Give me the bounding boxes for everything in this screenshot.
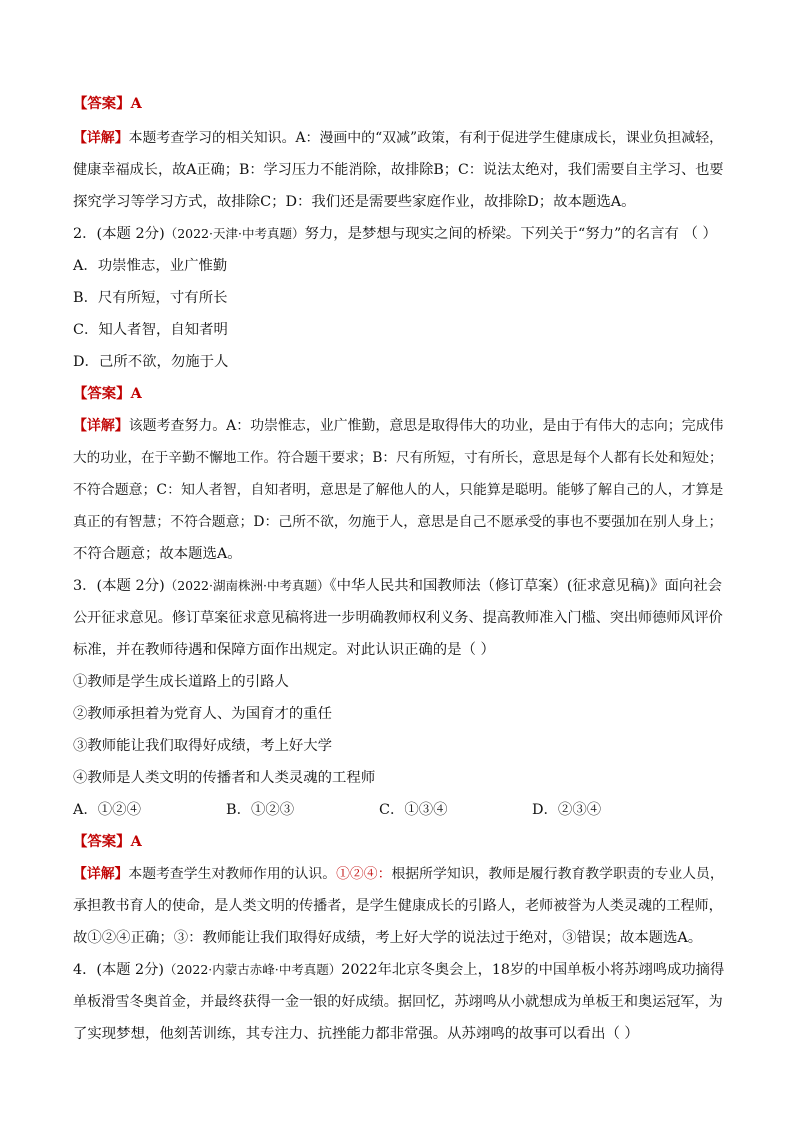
question-stem: 努力，是梦想与现实之间的桥梁。下列关于“努力”的名言有 （ ）	[304, 226, 717, 242]
answer-tag: 【答案】	[73, 385, 131, 402]
q3-detail-line-2: 承担教书育人的使命，是人类文明的传播者，是学生健康成长的引路人，老师被誉为人类灵魂的工程师，	[73, 898, 723, 914]
q1-detail-line-1	[73, 128, 723, 148]
detail-tag: 【详解】	[73, 866, 129, 882]
detail-text-rest: 根据所学知识，教师是履行教育教学职责的专业人员，	[391, 866, 724, 882]
q3-detail-line-1	[73, 864, 724, 884]
q3-option-c: C．①③④	[379, 802, 448, 818]
question-prefix: 2．(本题 2分)	[73, 226, 165, 242]
question-stem: 2022年北京冬奥会上，18岁的中国单板小将苏翊鸣成功摘得	[341, 962, 725, 978]
detail-highlight: ①②④：	[336, 866, 392, 882]
q3-stem-line-3: 标准，并在教师待遇和保障方面作出规定。对此认识正确的是（ ）	[73, 642, 495, 658]
q1-detail-line-3: 探究学习等学习方式，故排除C；D：我们还是需要些家庭作业，故排除D；故本题选A。	[73, 194, 636, 210]
q3-stem-line-1	[73, 576, 722, 596]
q3-statement-4: ④教师是人类文明的传播者和人类灵魂的工程师	[73, 770, 376, 786]
q2-option-b: B．尺有所短，寸有所长	[73, 290, 228, 306]
q2-detail-line-5: 不符合题意；故本题选A。	[73, 546, 242, 562]
detail-tag: 【详解】	[73, 418, 129, 434]
q3-option-b: B．①②③	[226, 802, 295, 818]
q2-option-a: A．功崇惟志，业广惟勤	[73, 258, 228, 274]
q2-option-c: C．知人者智，自知者明	[73, 322, 228, 338]
q3-stem-line-2: 公开征求意见。修订草案征求意见稿将进一步明确教师权利义务、提高教师准入门槛、突出师德师风评价	[73, 610, 723, 626]
q4-stem-line-2: 单板滑雪冬奥首金，并最终获得一金一银的好成绩。据回忆，苏翊鸣从小就想成为单板王和奥运冠军，为	[73, 994, 723, 1010]
detail-text: 该题考查努力。A：功崇惟志，业广惟勤，意思是取得伟大的功业，是由于有伟大的志向；完成伟	[128, 418, 724, 434]
answer-value: A	[130, 385, 142, 402]
q3-answer-line	[73, 832, 142, 852]
question-source: （2022·内蒙古赤峰·中考真题）	[163, 962, 342, 977]
q3-option-a: A．①②④	[73, 802, 141, 818]
q2-answer-line	[73, 384, 142, 404]
q3-statement-1: ①教师是学生成长道路上的引路人	[73, 674, 289, 690]
question-stem: 《中华人民共和国教师法（修订草案）(征求意见稿)》面向社会	[329, 578, 723, 594]
q2-detail-line-2: 大的功业，在于辛勤不懈地工作。符合题干要求；B：尺有所短，寸有所长，意思是每个人都有长处和短处；	[73, 450, 723, 466]
q2-stem	[73, 224, 717, 244]
q1-detail-line-2: 健康幸福成长，故A正确；B：学习压力不能消除，故排除B；C：说法太绝对，我们需要自主学习、也要	[73, 162, 724, 178]
detail-text: 本题考查学生对教师作用的认识。	[128, 866, 337, 882]
q2-detail-line-4: 真正的有智慧；不符合题意；D：己所不欲，勿施于人，意思是自己不愿承受的事也不要强加在别人身上；	[73, 514, 723, 530]
question-prefix: 3．(本题 2分)	[73, 578, 165, 594]
detail-tag: 【详解】	[73, 130, 129, 146]
q4-stem-line-3: 了实现梦想，他刻苦训练，其专注力、抗挫能力都非常强。从苏翊鸣的故事可以看出（ ）	[73, 1026, 639, 1042]
q3-detail-line-3: 故①②④正确；③：教师能让我们取得好成绩，考上好大学的说法过于绝对，③错误；故本题选A。	[73, 930, 703, 946]
detail-text: 本题考查学习的相关知识。A：漫画中的“双减”政策，有利于促进学生健康成长，课业负担减轻，	[128, 130, 724, 146]
question-prefix: 4．(本题 2分)	[73, 962, 164, 978]
answer-value: A	[130, 95, 142, 112]
q2-detail-line-3: 不符合题意；C：知人者智，自知者明，意思是了解他人的人，只能算是聪明。能够了解自己的人，才算是	[73, 482, 724, 498]
question-source: （2022·湖南株洲·中考真题）	[164, 578, 330, 593]
answer-tag: 【答案】	[73, 95, 131, 112]
q3-statement-2: ②教师承担着为党育人、为国育才的重任	[73, 706, 333, 722]
q3-statement-3: ③教师能让我们取得好成绩，考上好大学	[73, 738, 333, 754]
question-source: （2022·天津·中考真题）	[164, 226, 305, 241]
answer-value: A	[130, 833, 142, 850]
answer-tag: 【答案】	[73, 833, 131, 850]
q3-option-d: D．②③④	[532, 802, 602, 818]
q1-answer-line	[73, 94, 142, 114]
q2-option-d: D．己所不欲，勿施于人	[73, 354, 229, 370]
q2-detail-line-1	[73, 416, 723, 436]
q4-stem-line-1	[73, 960, 724, 980]
